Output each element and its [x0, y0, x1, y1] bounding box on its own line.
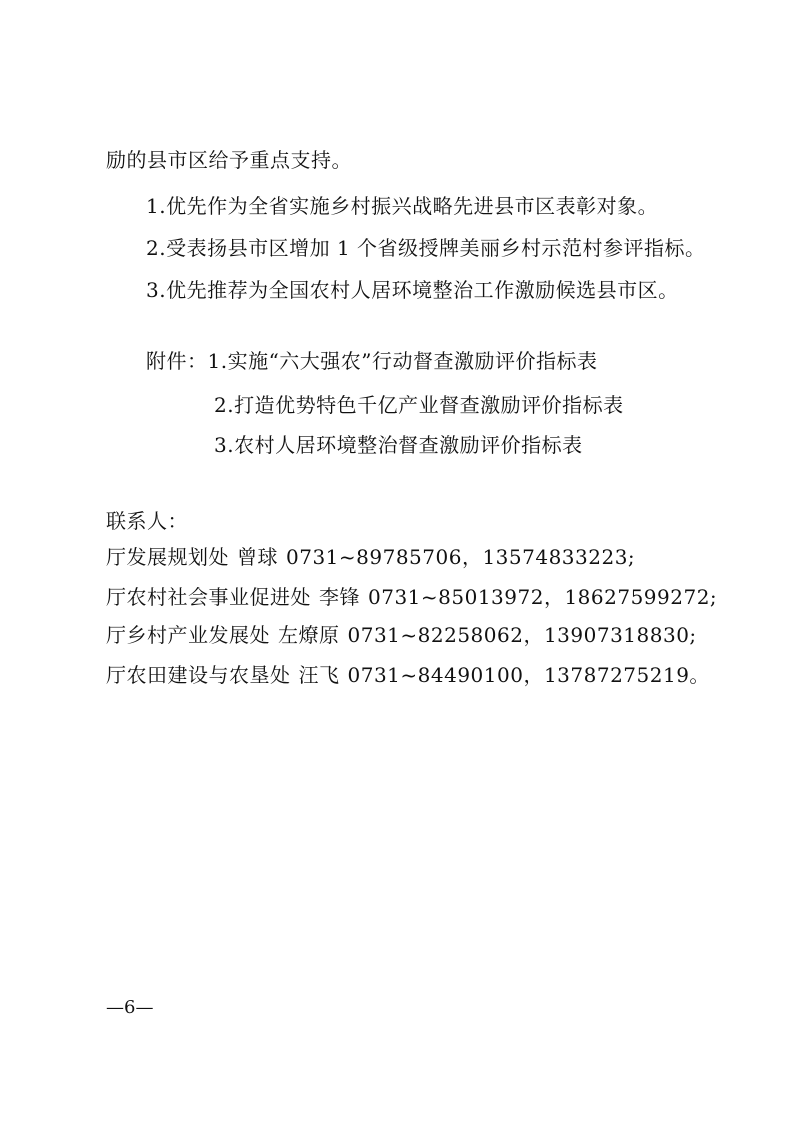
- body-continuation: 励的县市区给予重点支持。: [106, 148, 352, 172]
- attachment-line-1: [146, 348, 598, 374]
- contact-phones: 0731~82258062，13907318830;: [347, 623, 697, 647]
- contact-row: [106, 662, 710, 688]
- contact-department: 厅农田建设与农垦处: [106, 663, 291, 687]
- contacts-heading: 联系人：: [106, 509, 188, 533]
- page-number: —6—: [106, 997, 154, 1018]
- contact-name: 李锋: [319, 585, 360, 609]
- contact-row: [106, 622, 697, 648]
- contact-name: 左燎原: [278, 623, 340, 647]
- attachment-item-2: 2.打造优势特色千亿产业督查激励评价指标表: [214, 393, 624, 417]
- contact-row: [106, 544, 635, 570]
- contact-phones: 0731~85013972，18627599272;: [368, 585, 718, 609]
- support-item-1: 1.优先作为全省实施乡村振兴战略先进县市区表彰对象。: [146, 194, 659, 218]
- support-item-3: 3.优先推荐为全国农村人居环境整治工作激励候选县市区。: [146, 278, 679, 302]
- attachment-item-3: 3.农村人居环境整治督查激励评价指标表: [214, 433, 583, 457]
- contact-name: 汪飞: [298, 663, 340, 687]
- contact-row: [106, 584, 717, 610]
- contact-name: 曾球: [237, 545, 278, 569]
- contact-phones: 0731~84490100，13787275219。: [347, 663, 710, 687]
- contact-department: 厅农村社会事业促进处: [106, 585, 311, 609]
- attachment-label: 附件：: [146, 349, 208, 373]
- attachment-item-1: 1.实施“六大强农”行动督查激励评价指标表: [207, 349, 598, 373]
- contact-department: 厅发展规划处: [106, 545, 229, 569]
- support-item-2: 2.受表扬县市区增加 1 个省级授牌美丽乡村示范村参评指标。: [146, 236, 706, 260]
- contact-phones: 0731~89785706，13574833223;: [286, 545, 636, 569]
- contact-department: 厅乡村产业发展处: [106, 623, 270, 647]
